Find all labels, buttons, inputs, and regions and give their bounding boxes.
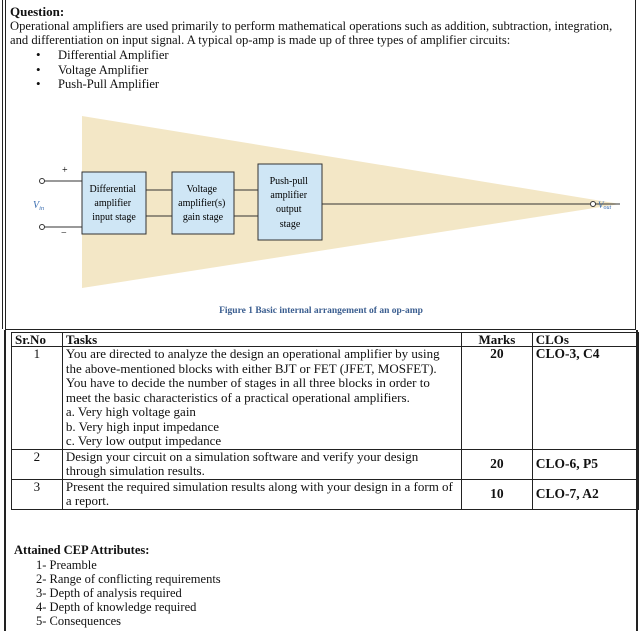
minus-sign: −	[61, 228, 67, 239]
amplifier-list	[36, 48, 169, 92]
svg-text:Differential amplifier	[90, 184, 139, 223]
row-number: 1	[12, 347, 63, 450]
list-item: 4- Depth of knowledge required	[36, 600, 197, 614]
opamp-block-diagram	[30, 112, 626, 292]
list-item: 5- Consequences	[36, 614, 122, 628]
row-number: 2	[12, 449, 63, 479]
task-sub-item: b. Very high input impedance	[65, 418, 220, 434]
clo-value: CLO-3, C4	[532, 347, 638, 450]
block-3-line-4: stage	[279, 219, 301, 230]
block-1-line-2: amplifier	[94, 198, 132, 209]
block-2-line-1: Voltage	[186, 184, 217, 195]
question-title: Question:	[10, 4, 65, 19]
figure-caption: Figure 1 Basic internal arrangement of an op-amp	[219, 306, 423, 316]
table-row	[12, 479, 639, 509]
marks-value: 20	[462, 347, 533, 450]
header-clos: CLOs	[532, 333, 638, 347]
list-item: • Voltage Amplifier	[36, 63, 169, 78]
page-left-rule	[4, 330, 6, 631]
task-cell	[62, 347, 461, 450]
task-sub-item: a. Very high voltage gain	[65, 404, 196, 419]
header-marks: Marks	[462, 333, 533, 347]
plus-sign: +	[62, 165, 68, 176]
header-tasks: Tasks	[62, 333, 461, 347]
row-number: 3	[12, 479, 63, 509]
vin-label: $V_{in}$	[33, 200, 45, 212]
header-srno: Sr.No	[12, 333, 63, 347]
vout-label: Vout	[598, 200, 612, 211]
task-table	[11, 332, 639, 510]
list-item: 1- Preamble	[36, 558, 97, 572]
block-1-line-1: Differential	[89, 184, 136, 195]
block-3-line-3: output	[275, 204, 302, 215]
task-text: You are directed to analyze the design an operational amplifier by using the above-mentioned blocks with either BJT or FET (JFET, MOSFET). You have to decide the number of stages in all three blocks in order to meet the basic characteristics of a practical operational amplifiers.	[65, 346, 440, 405]
list-item: 2- Range of conflicting requirements	[36, 572, 221, 586]
task-cell: Design your circuit on a simulation software and verify your design through simulation results.	[62, 449, 461, 479]
block-3-line-1: Push-pull	[269, 176, 308, 187]
clo-value: CLO-7, A2	[532, 479, 638, 509]
list-item: • Differential Amplifier	[36, 48, 169, 63]
task-cell: Present the required simulation results along with your design in a form of a report.	[62, 479, 461, 509]
block-2-line-2: amplifier(s)	[178, 198, 226, 209]
question-text: Operational amplifiers are used primarily to perform mathematical operations such as addition, subtraction, integration, and differentiation on input signal. A typical op-amp is made up of three types of amplifier circuits:	[10, 19, 613, 47]
marks-value: 10	[462, 479, 533, 509]
table-row	[12, 347, 639, 450]
block-3-line-2: amplifier	[270, 190, 308, 201]
clo-value: CLO-6, P5	[532, 449, 638, 479]
cep-title: Attained CEP Attributes:	[14, 543, 150, 557]
list-item: 3- Depth of analysis required	[36, 586, 182, 600]
task-sub-item: c. Very low output impedance	[65, 433, 222, 448]
list-item: • Push-Pull Amplifier	[36, 77, 169, 92]
marks-value: 20	[462, 449, 533, 479]
cep-list	[36, 558, 221, 628]
opamp-triangle	[82, 116, 620, 288]
table-row	[12, 449, 639, 479]
block-2-line-3: gain stage	[182, 212, 224, 223]
block-1-line-3: input stage	[92, 212, 136, 223]
table-header-row	[12, 333, 639, 347]
